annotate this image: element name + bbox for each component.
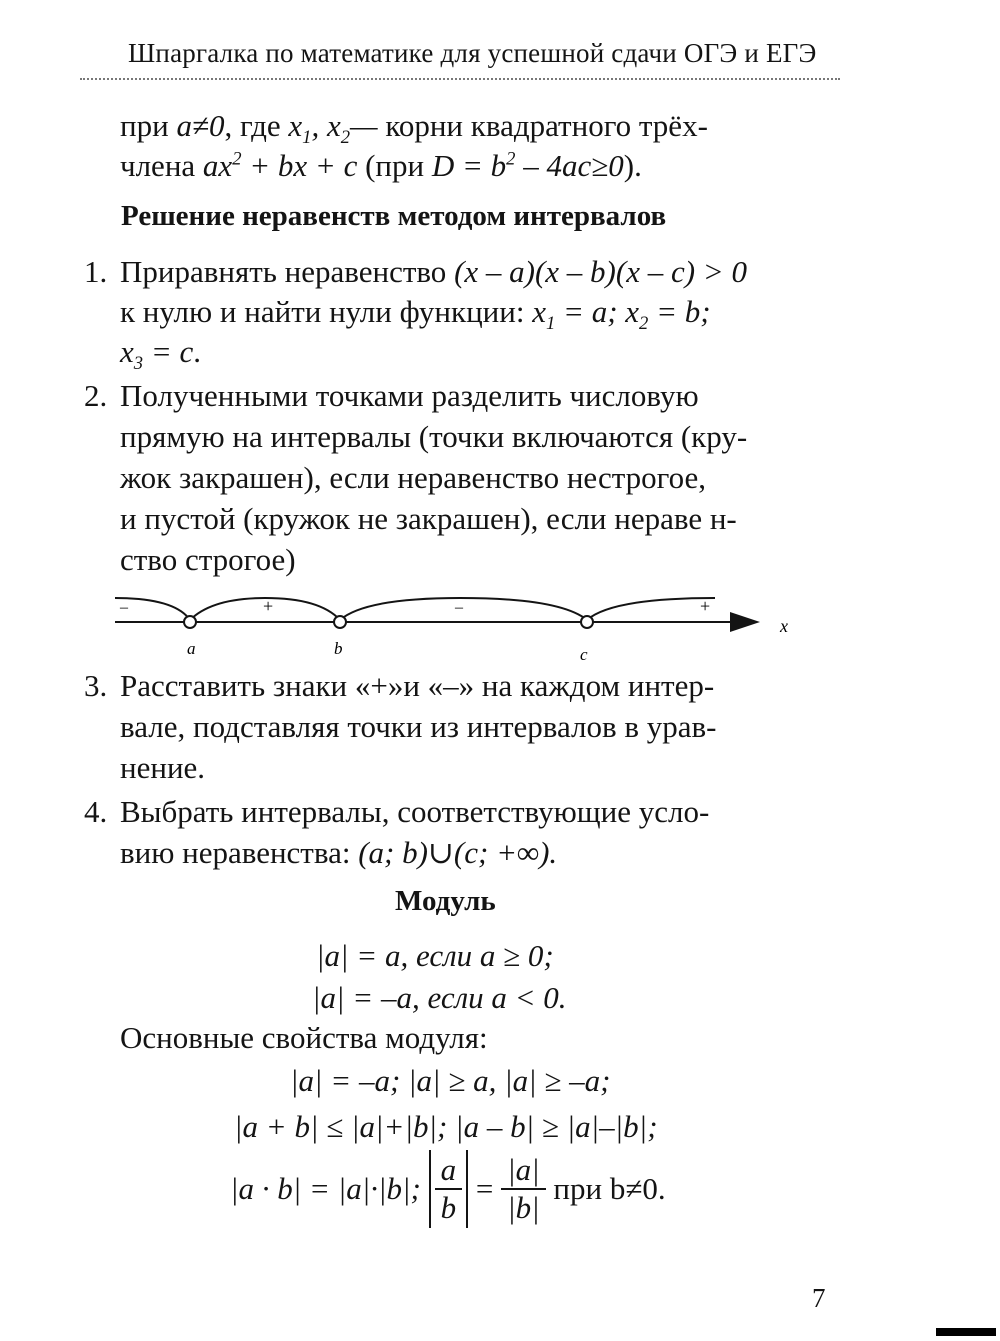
- step-2-line-5: ство строгое): [120, 542, 296, 577]
- modulus-property-1: |a| = –a; |a| ≥ a, |a| ≥ –a;: [290, 1063, 611, 1098]
- step-2-line-3: жок закрашен), если неравенство нестрогое,: [120, 460, 706, 495]
- modulus-properties-title: Основные свойства модуля:: [120, 1020, 488, 1055]
- modulus-property-3: |a · b| = |a|·|b|; $\frac{a}{b}$ = $\frac{|a|}{|b|}$ при b≠0.: [230, 1150, 666, 1250]
- intro-line-1: при a≠0, где $x_1$, $x_2—$ корни квадратного трёх-: [120, 108, 708, 149]
- step-2-line-4: и пустой (кружок не закрашен), если нераве н-: [120, 501, 737, 536]
- step-2-line-2: прямую на интервалы (точки включаются (кру-: [120, 419, 748, 454]
- modulus-definition-2: |a| = –a, если a < 0.: [312, 980, 567, 1015]
- quotient-modulus-left: $\frac{a}{b}$: [429, 1150, 469, 1228]
- step-3-number: 3.: [84, 668, 108, 703]
- step-4-number: 4.: [84, 794, 108, 829]
- modulus-property-2: |a + b| ≤ |a|+|b|; |a – b| ≥ |a|–|b|;: [234, 1109, 658, 1144]
- scan-edge-mark: [936, 1328, 996, 1336]
- header-divider: [80, 78, 840, 80]
- sign-1: –: [120, 599, 128, 616]
- sign-4: +: [700, 596, 711, 616]
- step-1-line-2: к нулю и найти нули функции: $x_1 = a$; $x_2 = b$;: [120, 294, 711, 335]
- step-3-line-2: вале, подставляя точки из интервалов в урав-: [120, 709, 717, 744]
- step-2-number: 2.: [84, 378, 108, 413]
- sign-2: +: [263, 596, 274, 616]
- point-label-a: a: [187, 639, 196, 658]
- step-3-line-1: Расставить знаки «+»и «–» на каждом интер-: [120, 668, 715, 703]
- intro-line-2: члена $ax^2$ + bx + c (при $D = b^2 - 4ac\ge 0$).: [120, 148, 642, 183]
- step-4-line-1: Выбрать интервалы, соответствующие усло-: [120, 794, 710, 829]
- page-number: 7: [812, 1283, 826, 1313]
- section-title-intervals: Решение неравенств методом интервалов: [121, 200, 667, 232]
- step-4-line-2: вию неравенства: (a; b)∪(c; +∞).: [120, 835, 558, 870]
- step-1-number: 1.: [84, 254, 108, 289]
- sign-3: –: [455, 599, 463, 616]
- step-1-line-1: Приравнять неравенство (x – a)(x – b)(x – c) > 0: [120, 254, 747, 289]
- step-1-line-3: $x_3 = c$.: [120, 334, 201, 375]
- modulus-definition-1: |a| = a, если a ≥ 0;: [316, 938, 554, 973]
- point-label-b: b: [334, 639, 343, 658]
- step-3-line-3: нение.: [120, 750, 206, 785]
- number-line-diagram: [0, 590, 1000, 670]
- running-header: Шпаргалка по математике для успешной сдачи ОГЭ и ЕГЭ: [128, 38, 817, 68]
- quotient-modulus-right: $\frac{|a|}{|b|}$: [501, 1152, 546, 1226]
- section-title-modulus: Модуль: [395, 885, 496, 917]
- step-2-line-1: Полученными точками разделить числовую: [120, 378, 699, 413]
- point-label-c: c: [580, 645, 588, 664]
- axis-label-x: x: [780, 616, 788, 636]
